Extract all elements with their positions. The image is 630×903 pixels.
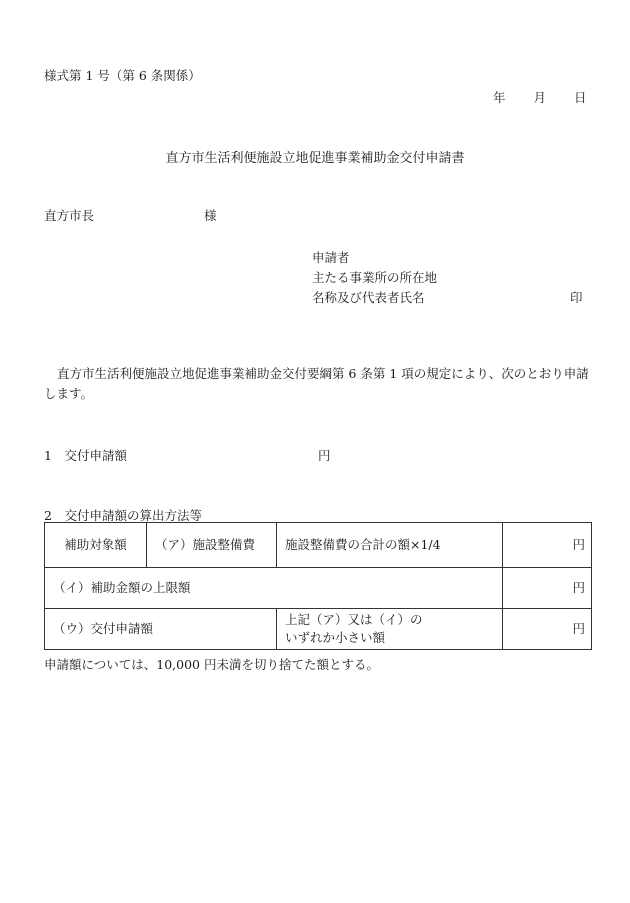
- cell-label: （イ）補助金額の上限額: [45, 568, 503, 609]
- calculation-table: [44, 522, 592, 650]
- item1-label: 1 交付申請額: [44, 448, 127, 463]
- seal-mark: 印: [570, 290, 583, 305]
- document-title: 直方市生活利便施設立地促進事業補助金交付申請書: [165, 151, 465, 166]
- date-day: 日: [574, 90, 587, 105]
- cell-formula: 施設整備費の合計の額×1/4: [277, 523, 503, 568]
- applicant-label: 申請者: [312, 250, 350, 265]
- representative-label: 名称及び代表者氏名: [312, 290, 425, 305]
- cell-note: [277, 609, 503, 650]
- cell-category: 補助対象額: [45, 523, 147, 568]
- item2-label: 2 交付申請額の算出方法等: [44, 508, 202, 523]
- office-location-label: 主たる事業所の所在地: [312, 270, 438, 285]
- date-month: 月: [533, 90, 547, 105]
- cell-item: （ア）施設整備費: [147, 523, 277, 568]
- cell-note-line2: いずれか小さい額: [285, 630, 386, 645]
- item1-unit: 円: [318, 448, 331, 463]
- cell-note-line1: 上記（ア）又は（イ）の: [285, 612, 423, 627]
- form-number: 様式第 1 号（第 6 条関係）: [44, 68, 201, 83]
- date-year: 年: [493, 90, 506, 105]
- cell-unit: 円: [503, 568, 592, 609]
- addressee-name: 直方市長: [44, 208, 95, 223]
- cell-unit: 円: [503, 523, 592, 568]
- cell-unit: 円: [503, 609, 592, 650]
- addressee-honorific: 様: [204, 208, 217, 223]
- table-row: [45, 609, 592, 650]
- addressee: [44, 206, 217, 224]
- body-text: 直方市生活利便施設立地促進事業補助金交付要綱第 6 条第 1 項の規定により、次のとおり申請します。: [44, 366, 589, 401]
- date-line: [493, 88, 587, 106]
- footnote: 申請額については、10,000 円未満を切り捨てた額とする。: [44, 657, 379, 672]
- table-row: [45, 523, 592, 568]
- cell-label: （ウ）交付申請額: [45, 609, 277, 650]
- table-row: [45, 568, 592, 609]
